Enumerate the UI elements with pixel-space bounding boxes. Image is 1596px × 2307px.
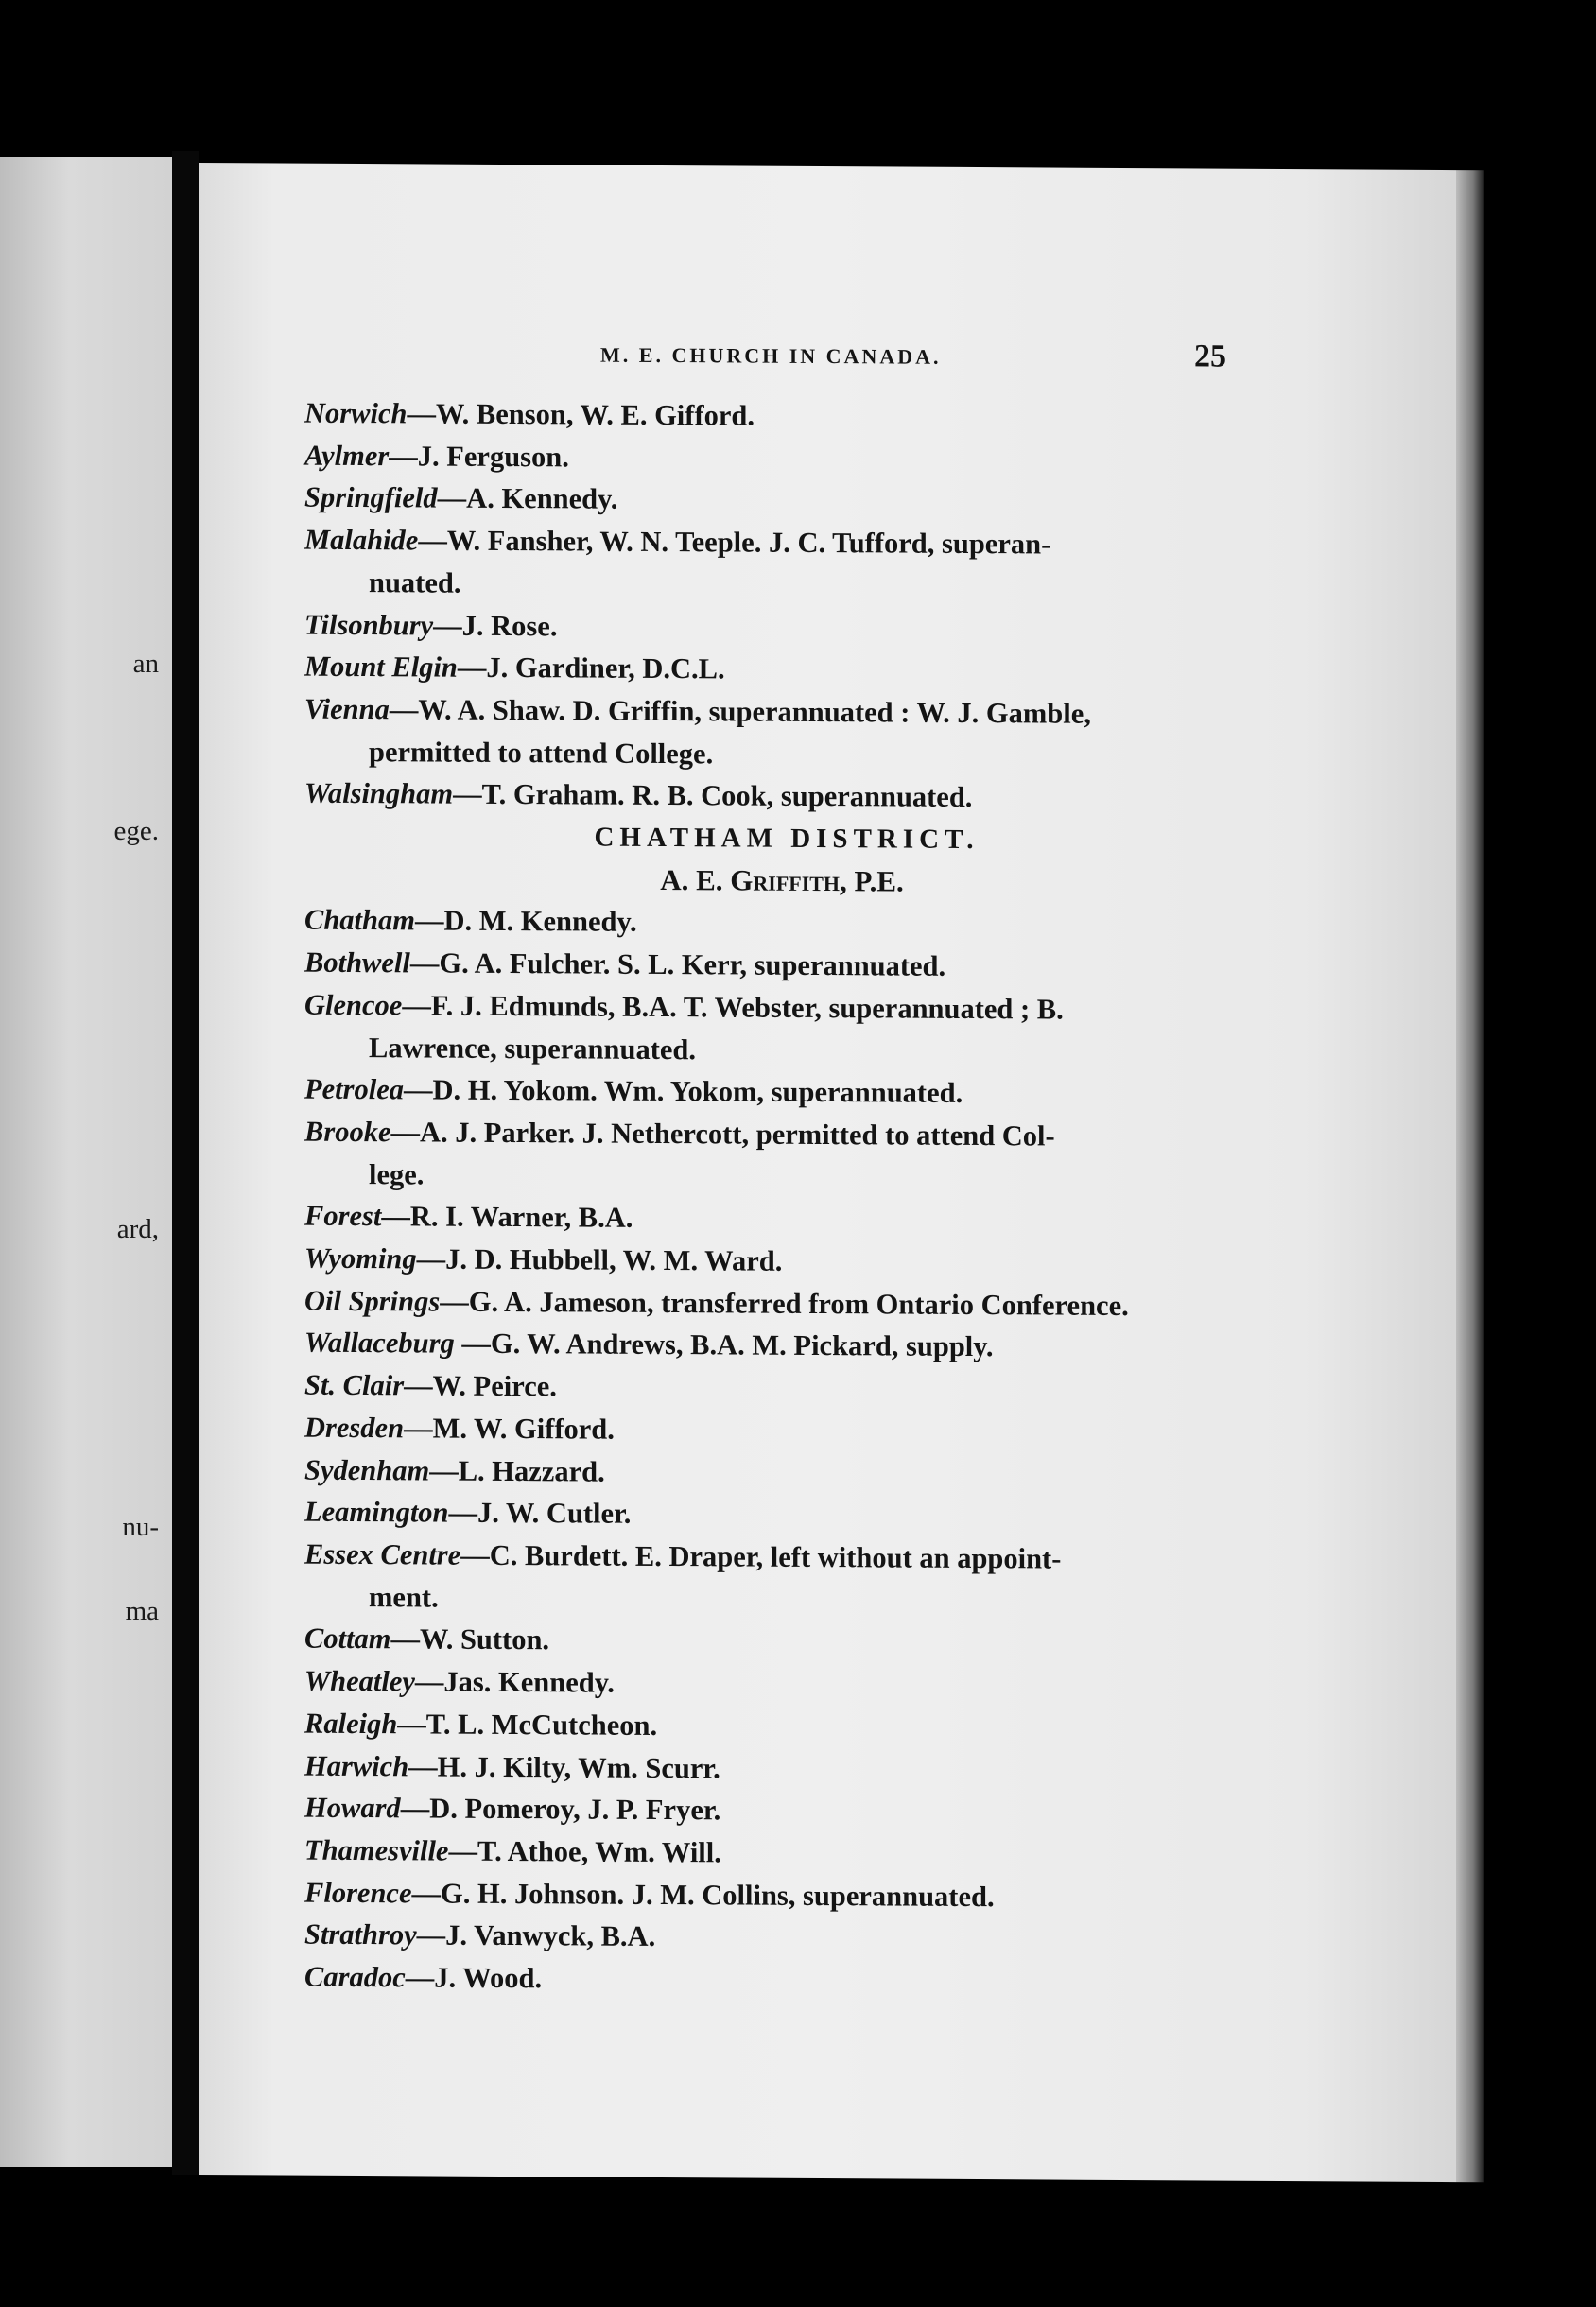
circuit-name: Chatham bbox=[304, 904, 415, 937]
circuit-entry bbox=[304, 1744, 1231, 1793]
circuit-entry bbox=[304, 603, 1231, 651]
circuit-name: Forest bbox=[304, 1200, 382, 1233]
circuit-entry bbox=[304, 899, 1231, 947]
district-heading: CHATHAM DISTRICT. bbox=[594, 822, 980, 856]
circuit-appointments: —T. L. McCutcheon. bbox=[397, 1708, 658, 1742]
circuit-name: Petrolea bbox=[304, 1072, 405, 1106]
circuit-appointments: —W. Benson, W. E. Gifford. bbox=[407, 397, 755, 432]
running-head bbox=[600, 338, 1456, 374]
circuit-appointments: —J. Gardiner, D.C.L. bbox=[457, 650, 725, 685]
circuit-entry bbox=[304, 984, 1231, 1032]
circuit-appointments: —W. Fansher, W. N. Teeple. J. C. Tufford, superan- bbox=[418, 524, 1051, 561]
circuit-entry bbox=[304, 1111, 1231, 1159]
circuit-appointments: —G. A. Jameson, transferred from Ontario Conference. bbox=[440, 1285, 1129, 1322]
circuit-appointments: —D. M. Kennedy. bbox=[414, 904, 637, 939]
circuit-appointments: —H. J. Kilty, Wm. Scurr. bbox=[408, 1749, 720, 1784]
circuit-name: Raleigh bbox=[304, 1707, 398, 1741]
circuit-appointments: —J. D. Hubbell, W. M. Ward. bbox=[416, 1242, 783, 1277]
facing-page-fragment: ege. bbox=[113, 816, 159, 846]
circuit-name: Wallaceburg bbox=[304, 1327, 455, 1361]
circuit-name: Oil Springs bbox=[304, 1284, 441, 1318]
circuit-entry bbox=[304, 1238, 1231, 1286]
circuit-appointments: —M. W. Gifford. bbox=[404, 1412, 615, 1446]
circuit-appointments: —D. Pomeroy, J. P. Fryer. bbox=[400, 1792, 721, 1827]
circuit-entry bbox=[304, 1534, 1231, 1582]
circuit-name: Springfield bbox=[304, 481, 438, 514]
circuit-name: Brooke bbox=[304, 1115, 391, 1149]
circuit-entry-continuation: Lawrence, superannuated. bbox=[369, 1031, 696, 1066]
circuit-entry bbox=[304, 942, 1231, 990]
circuit-appointments: —G. W. Andrews, B.A. M. Pickard, supply. bbox=[454, 1327, 994, 1363]
facing-page bbox=[0, 157, 172, 2167]
circuit-entry bbox=[304, 1702, 1231, 1750]
circuit-appointments: —L. Hazzard. bbox=[429, 1454, 605, 1488]
circuit-entry bbox=[304, 1195, 1231, 1243]
circuit-entry bbox=[304, 1068, 1231, 1117]
circuit-name: Cottam bbox=[304, 1622, 391, 1656]
circuit-entry bbox=[304, 1871, 1231, 1919]
circuit-name: Bothwell bbox=[304, 945, 410, 980]
circuit-name: Glencoe bbox=[304, 988, 403, 1022]
page-edge bbox=[1456, 170, 1484, 2182]
circuit-appointments: —G. A. Fulcher. S. L. Kerr, superannuated. bbox=[409, 946, 946, 982]
circuit-name: Essex Centre bbox=[304, 1537, 461, 1571]
circuit-appointments: —T. Graham. R. B. Cook, superannuated. bbox=[453, 777, 973, 814]
circuit-entry bbox=[304, 392, 1231, 441]
circuit-entry bbox=[304, 1322, 1231, 1370]
circuit-name: Wheatley bbox=[304, 1664, 415, 1698]
circuit-appointments: —R. I. Warner, B.A. bbox=[381, 1200, 633, 1235]
circuit-entry bbox=[304, 519, 1231, 567]
facing-page-fragment: an bbox=[132, 649, 159, 679]
circuit-appointments: —W. Sutton. bbox=[390, 1622, 550, 1657]
running-head-title: M. E. CHURCH IN CANADA. bbox=[600, 342, 942, 369]
circuit-appointments: —J. Rose. bbox=[433, 609, 558, 642]
circuit-name: St. Clair bbox=[304, 1368, 405, 1402]
circuit-entry bbox=[304, 477, 1231, 525]
facing-page-fragment: ard, bbox=[116, 1214, 159, 1244]
circuit-appointments: —W. A. Shaw. D. Griffin, superannuated : W. J. Gamble, bbox=[389, 693, 1091, 730]
circuit-entry bbox=[304, 434, 1231, 482]
circuit-entry bbox=[304, 1914, 1231, 1962]
circuit-entry bbox=[304, 772, 1231, 821]
circuit-appointments: —A. Kennedy. bbox=[437, 481, 618, 516]
circuit-name: Strathroy bbox=[304, 1917, 417, 1951]
circuit-name: Vienna bbox=[304, 692, 390, 726]
circuit-name: Wyoming bbox=[304, 1241, 417, 1275]
circuit-name: Howard bbox=[304, 1791, 401, 1825]
circuit-name: Thamesville bbox=[304, 1833, 449, 1867]
circuit-name: Florence bbox=[304, 1876, 412, 1909]
circuit-appointments: —J. Wood. bbox=[405, 1961, 543, 1995]
circuit-entry-continuation: nuated. bbox=[369, 565, 461, 599]
circuit-appointments: —F. J. Edmunds, B.A. T. Webster, superannuated ; B. bbox=[402, 989, 1064, 1026]
facing-page-fragment: nu- bbox=[122, 1512, 159, 1542]
circuit-appointments: —J. Ferguson. bbox=[389, 439, 569, 474]
circuit-name: Sydenham bbox=[304, 1453, 430, 1487]
circuit-appointments: —A. J. Parker. J. Nethercott, permitted to attend Col- bbox=[390, 1116, 1055, 1153]
circuit-name: Leamington bbox=[304, 1495, 449, 1529]
circuit-entry bbox=[304, 1407, 1231, 1455]
circuit-entry-continuation: permitted to attend College. bbox=[369, 735, 714, 770]
circuit-appointments: —C. Burdett. E. Draper, left without an appoint- bbox=[460, 1538, 1062, 1575]
circuit-entry bbox=[304, 1830, 1231, 1878]
circuit-entry bbox=[304, 1279, 1231, 1327]
circuit-entry bbox=[304, 1491, 1231, 1539]
facing-page-fragment: ma bbox=[125, 1596, 159, 1626]
book-gutter bbox=[172, 151, 199, 2175]
circuit-appointments: —J. W. Cutler. bbox=[448, 1496, 632, 1531]
circuit-name: Aylmer bbox=[304, 439, 390, 472]
circuit-entry bbox=[304, 1787, 1231, 1835]
circuit-appointments: —G. H. Johnson. J. M. Collins, superannuated. bbox=[411, 1876, 995, 1913]
circuit-name: Harwich bbox=[304, 1749, 409, 1782]
circuit-entry bbox=[304, 1448, 1231, 1497]
circuit-name: Caradoc bbox=[304, 1960, 406, 1994]
circuit-name: Mount Elgin bbox=[304, 650, 458, 684]
circuit-entry-continuation: ment. bbox=[369, 1580, 439, 1614]
appointments-list bbox=[304, 392, 1231, 2004]
circuit-entry bbox=[304, 646, 1231, 694]
circuit-appointments: —D. H. Yokom. Wm. Yokom, superannuated. bbox=[404, 1073, 963, 1110]
circuit-entry bbox=[304, 1956, 1231, 2004]
circuit-entry bbox=[304, 1660, 1231, 1709]
book-page bbox=[199, 163, 1456, 2182]
circuit-appointments: —T. Athoe, Wm. Will. bbox=[448, 1834, 721, 1869]
circuit-name: Dresden bbox=[304, 1411, 405, 1445]
circuit-appointments: —J. Vanwyck, B.A. bbox=[416, 1918, 656, 1953]
circuit-name: Walsingham bbox=[304, 777, 454, 810]
circuit-name: Tilsonbury bbox=[304, 608, 434, 642]
circuit-name: Malahide bbox=[304, 523, 419, 557]
circuit-entry bbox=[304, 688, 1231, 737]
circuit-entry-continuation: lege. bbox=[369, 1157, 425, 1191]
circuit-appointments: —Jas. Kennedy. bbox=[414, 1665, 615, 1699]
circuit-entry bbox=[304, 1364, 1231, 1413]
circuit-entry bbox=[304, 1618, 1231, 1666]
presiding-elder: A. E. Griffith, P.E. bbox=[660, 862, 904, 898]
page-number: 25 bbox=[1194, 338, 1226, 374]
circuit-name: Norwich bbox=[304, 396, 408, 430]
circuit-appointments: —W. Peirce. bbox=[404, 1369, 557, 1403]
